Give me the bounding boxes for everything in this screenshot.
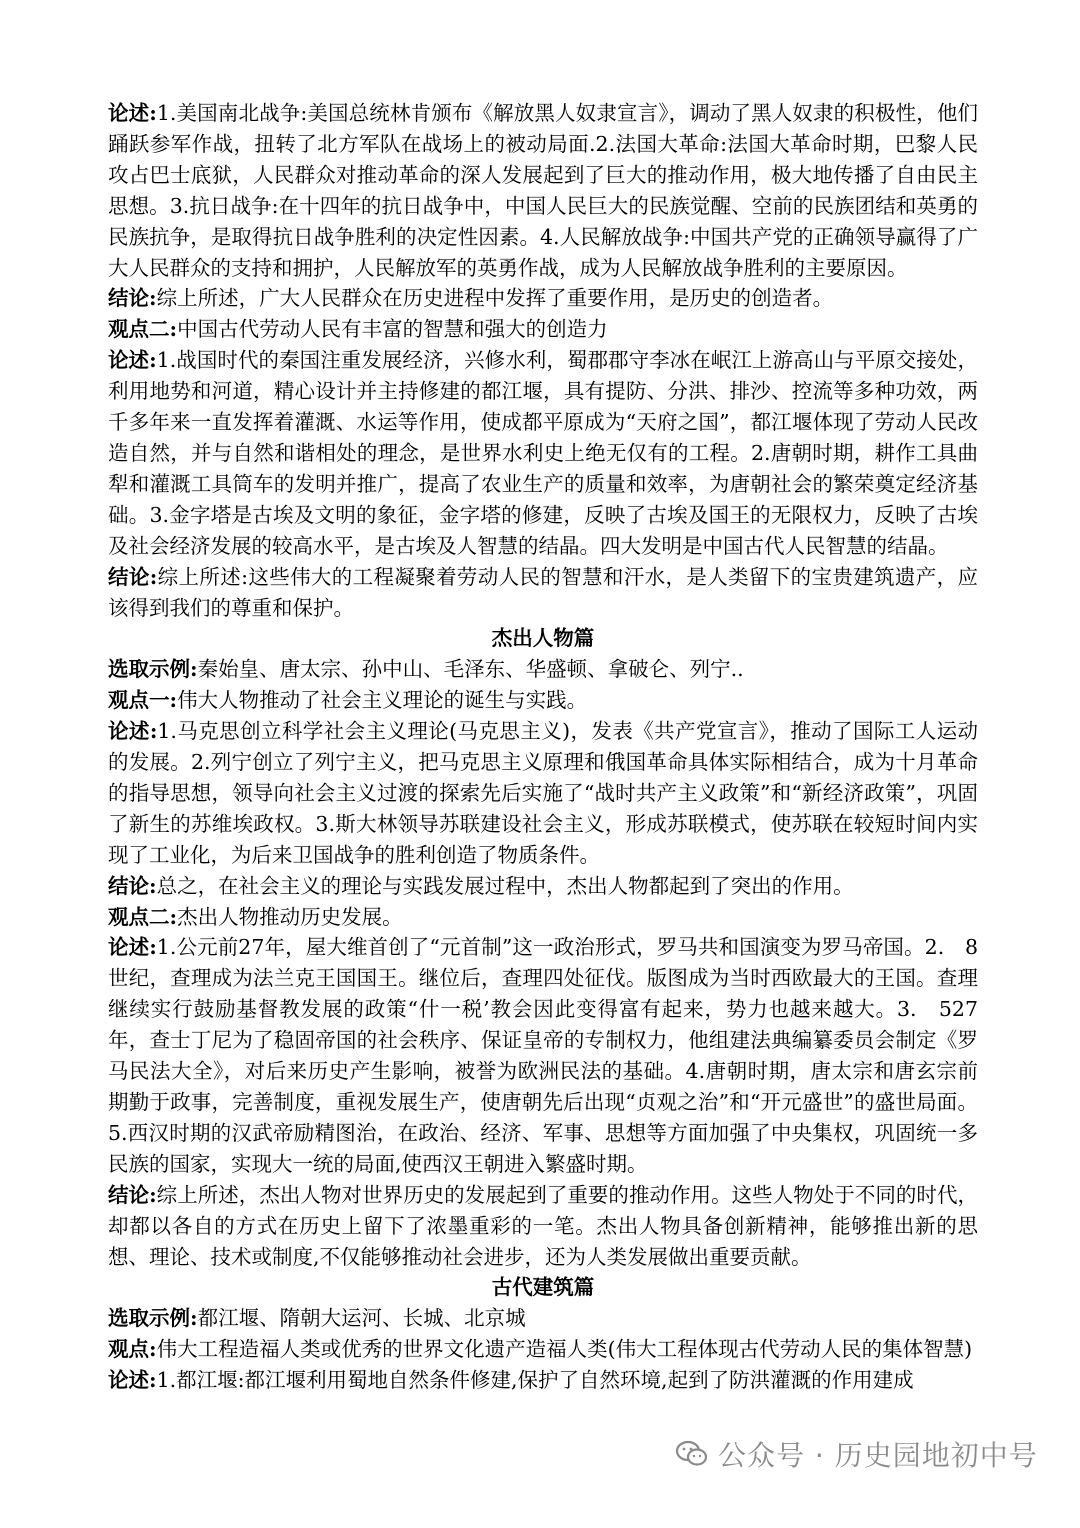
paragraph-label: 观点二:: [108, 317, 178, 342]
paragraph: [108, 1180, 978, 1273]
paragraph-label: 论述:: [108, 1368, 157, 1393]
paragraph-text: 综上所述，杰出人物对世界历史的发展起到了重要的推动作用。这些人物处于不同的时代，却都以各自的方式在历史上留下了浓墨重彩的一笔。杰出人物具备创新精神，能够推出新的思想、理论、技术或制度,不仅能够推动社会进步，还为人类发展做出重要贡献。: [108, 1182, 978, 1269]
paragraph: [108, 902, 978, 933]
paragraph-label: 选取示例:: [108, 657, 198, 682]
document-body: [108, 98, 978, 1396]
section-heading: 古代建筑篇: [491, 1275, 595, 1300]
paragraph-label: 结论:: [108, 1182, 157, 1207]
paragraph: [108, 345, 978, 561]
paragraph: [108, 562, 978, 624]
paragraph-label: 论述:: [108, 348, 157, 373]
paragraph-text: 1.公元前27年，屋大维首创了“元首制”这一政治形式，罗马共和国演变为罗马帝国。2. 8世纪，查理成为法兰克王国国王。继位后，查理四处征伐。版图成为当时西欧最大的王国。查理继续实行鼓励基督教发展的政策“什一税’教会因此变得富有起来，势力也越来越大。3. 527年，查士丁尼为了稳固帝国的社会秩序、保证皇帝的专制权力，他组建法典编纂委员会制定《罗马民法大全》，对后来历史产生影响，被誉为欧洲民法的基础。4.唐朝时期，唐太宗和唐玄宗前期勤于政事，完善制度，重视发展生产，使唐朝先后出现“贞观之治”和“开元盛世”的盛世局面。5.西汉时期的汉武帝励精图治，在政治、经济、军事、思想等方面加强了中央集权，巩固统一多民族的国家，实现大一统的局面,使西汉王朝进入繁盛时期。: [108, 935, 978, 1176]
paragraph: [108, 1303, 978, 1334]
paragraph: [108, 98, 978, 283]
paragraph: [108, 716, 978, 871]
paragraph: [108, 1365, 978, 1396]
paragraph-text: 秦始皇、唐太宗、孙中山、毛泽东、华盛顿、拿破仑、列宁..: [197, 657, 744, 682]
paragraph: [108, 654, 978, 685]
watermark: [674, 1434, 1038, 1474]
paragraph: [108, 932, 978, 1179]
paragraph-text: 杰出人物推动历史发展。: [177, 904, 403, 929]
paragraph-text: 1.都江堰:都江堰利用蜀地自然条件修建,保护了自然环境,起到了防洪灌溉的作用建成: [156, 1368, 914, 1393]
paragraph-label: 观点二:: [108, 904, 178, 929]
paragraph-label: 观点:: [108, 1337, 157, 1362]
paragraph-label: 观点一:: [108, 688, 178, 713]
section-heading: 杰出人物篇: [491, 626, 595, 651]
paragraph-label: 论述:: [108, 101, 157, 125]
paragraph-text: 都江堰、隋朝大运河、长城、北京城: [197, 1306, 526, 1331]
paragraph-label: 结论:: [108, 873, 157, 898]
paragraph-label: 选取示例:: [108, 1306, 198, 1331]
paragraph-label: 结论:: [108, 564, 158, 589]
paragraph-label: 论述:: [108, 935, 157, 960]
paragraph: [108, 685, 978, 716]
paragraph-text: 综上所述，广大人民群众在历史进程中发挥了重要作用，是历史的创造者。: [156, 286, 834, 311]
wechat-icon: [674, 1436, 710, 1472]
paragraph-text: 总之，在社会主义的理论与实践发展过程中，杰出人物都起到了突出的作用。: [156, 873, 854, 898]
paragraph-text: 综上所述:这些伟大的工程凝聚着劳动人民的智慧和汗水，是人类留下的宝贵建筑遗产，应该得到我们的尊重和保护。: [108, 564, 979, 620]
paragraph-text: 1.美国南北战争:美国总统林肯颁布《解放黑人奴隶宣言》，调动了黑人奴隶的积极性，他们踊跃参军作战，扭转了北方军队在战场上的被动局面.2.法国大革命:法国大革命时期，巴黎人民攻占巴士底狱，人民群众对推动革命的深人发展起到了巨大的推动作用，极大地传播了自由民主思想。3.抗日战争:在十四年的抗日战争中，中国人民巨大的民族觉醒、空前的民族团结和英勇的民族抗争，是取得抗日战争胜利的决定性因素。4.人民解放战争:中国共产党的正确领导赢得了广大人民群众的支持和拥护，人民解放军的英勇作战，成为人民解放战争胜利的主要原因。: [108, 101, 978, 280]
paragraph-label: 论述:: [108, 719, 158, 744]
paragraph: [108, 1334, 978, 1365]
paragraph-text: 伟大工程造福人类或优秀的世界文化遗产造福人类(伟大工程体现古代劳动人民的集体智慧): [156, 1337, 973, 1362]
paragraph-text: 1.战国时代的秦国注重发展经济，兴修水利，蜀郡郡守李冰在岷江上游高山与平原交接处，利用地势和河道，精心设计并主持修建的都江堰，具有提防、分洪、排沙、控流等多种功效，两千多年来一直发挥着灌溉、水运等作用，使成都平原成为“天府之国”，都江堰体现了劳动人民改造自然，并与自然和谐相处的理念，是世界水利史上绝无仅有的工程。2.唐朝时期，耕作工具曲犁和灌溉工具筒车的发明并推广，提高了农业生产的质量和效率，为唐朝社会的繁荣奠定经济基础。3.金字塔是古埃及文明的象征，金字塔的修建，反映了古埃及国王的无限权力，反映了古埃及社会经济发展的较高水平，是古埃及人智慧的结晶。四大发明是中国古代人民智慧的结晶。: [108, 348, 978, 558]
paragraph: [108, 314, 978, 345]
paragraph-text: 1.马克思创立科学社会主义理论(马克思主义)，发表《共产党宣言》，推动了国际工人运动的发展。2.列宁创立了列宁主义，把马克思主义原理和俄国革命具体实际相结合，成为十月革命的指导思想，领导向社会主义过渡的探索先后实施了“战时共产主义政策”和“新经济政策”，巩固了新生的苏维埃政权。3.斯大林领导苏联建设社会主义，形成苏联模式，使苏联在较短时间内实现了工业化，为后来卫国战争的胜利创造了物质条件。: [108, 719, 978, 867]
paragraph: [108, 871, 978, 902]
paragraph-text: 中国古代劳动人民有丰富的智慧和强大的创造力: [177, 317, 608, 342]
paragraph: [108, 283, 978, 314]
watermark-text: 公众号 · 历史园地初中号: [718, 1439, 1038, 1472]
paragraph-label: 结论:: [108, 286, 157, 311]
paragraph-text: 伟大人物推动了社会主义理论的诞生与实践。: [177, 688, 588, 713]
